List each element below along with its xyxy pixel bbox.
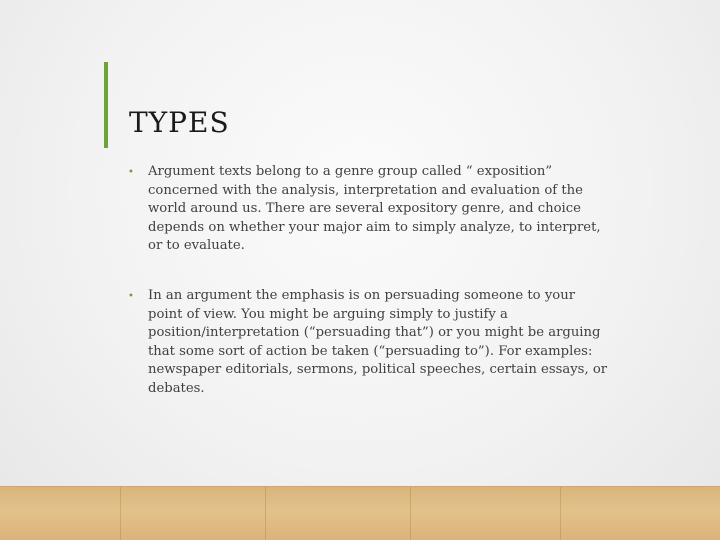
bullet-item: [128, 163, 608, 256]
title-accent-bar: [104, 62, 108, 148]
wood-floor-background: [0, 486, 720, 540]
bullet-icon: •: [128, 167, 134, 178]
bullet-icon: •: [128, 290, 134, 302]
bullet-text: Argument texts belong to a genre group called “ exposition” concerned with the analysis, interpretation and evaluation of the world around us. There are several expository genre, and choice depends on whether your major aim to simply analyze, to interpret, or to evaluate.: [148, 164, 601, 254]
bullet-item: [128, 287, 608, 399]
slide-body: [128, 163, 608, 399]
bullet-text: In an argument the emphasis is on persuading someone to your point of view. You might be arguing simply to justify a position/interpretation (“persuading that”) or you might be arguing that some sort of action be taken (“persuading to”). For examples: newspaper editorials, sermons, political speeches, certain essays, or debates.: [148, 287, 608, 396]
slide-title: TYPES: [129, 106, 230, 139]
